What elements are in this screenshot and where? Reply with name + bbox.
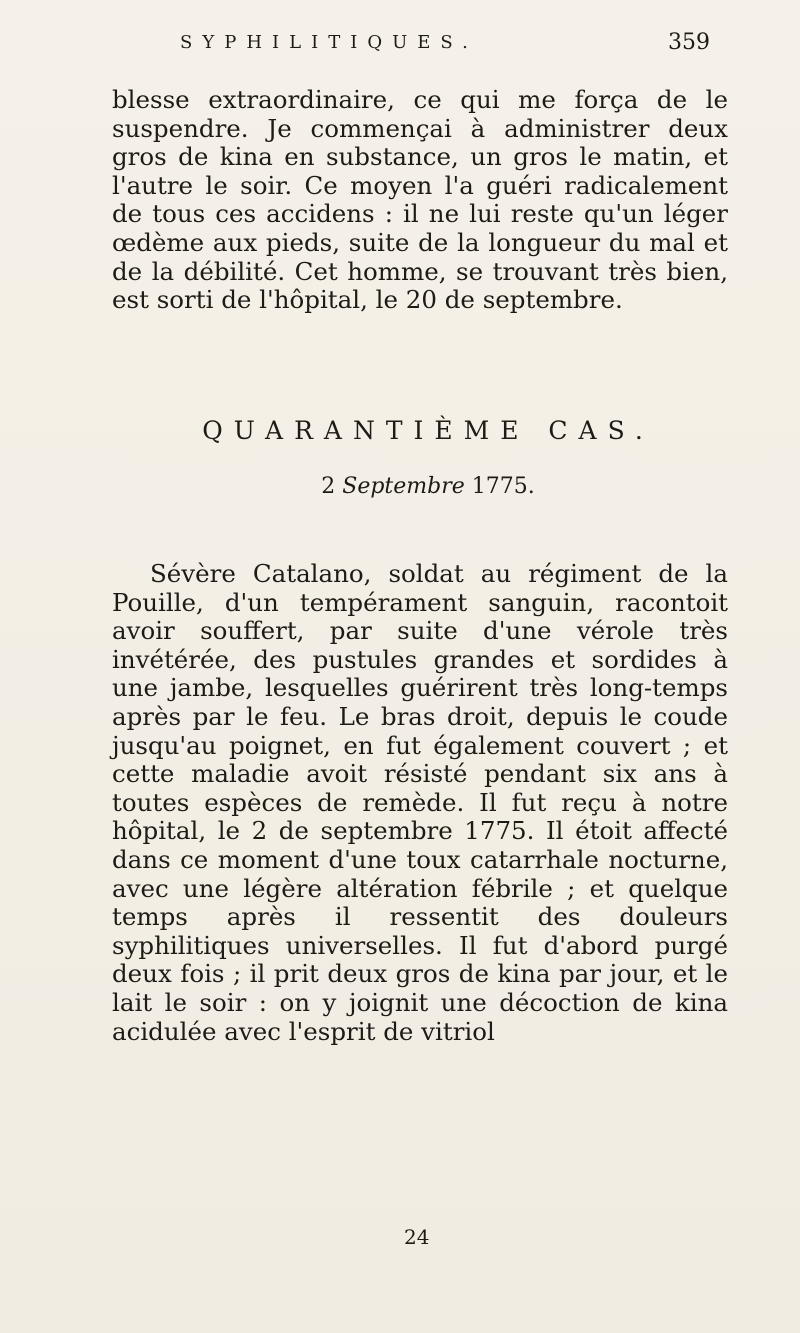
case-date: [120, 474, 736, 499]
page-number: 359: [668, 30, 710, 55]
case-date-month: Septembre: [342, 474, 465, 499]
case-date-year: 1775.: [471, 474, 535, 499]
signature-mark: 24: [404, 1225, 430, 1249]
running-title: SYPHILITIQUES.: [180, 32, 478, 53]
intro-text-block: [112, 86, 728, 315]
running-head: [180, 30, 710, 60]
case-paragraph: Sévère Catalano, soldat au régiment de la Pouille, d'un tempérament sanguin, racontoit avoir souffert, par suite d'une vérole très invétérée, des pustules grandes et sordides à une jambe, lesquelles guérirent très long-temps après par le feu. Le bras droit, depuis le coude jusqu'au poignet, en fut également couvert ; et cette maladie avoit résisté pendant six ans à toutes espèces de remède. Il fut reçu à notre hôpital, le 2 de septembre 1775. Il étoit affecté dans ce moment d'une toux catarrhale nocturne, avec une légère altération fébrile ; et quelque temps après il ressentit des douleurs syphilitiques universelles. Il fut d'abord purgé deux fois ; il prit deux gros de kina par jour, et le lait le soir : on y joignit une décoction de kina acidulée avec l'esprit de vitriol: [112, 559, 728, 1046]
intro-paragraph: blesse extraordinaire, ce qui me força de le suspendre. Je commençai à administrer deux gros de kina en substance, un gros le matin, et l'autre le soir. Ce moyen l'a guéri radicalement de tous ces accidens : il ne lui reste qu'un léger œdème aux pieds, suite de la longueur du mal et de la débilité. Cet homme, se trouvant très bien, est sorti de l'hôpital, le 20 de septembre.: [112, 85, 728, 315]
case-text-block: [112, 560, 728, 1046]
case-heading: QUARANTIÈME CAS.: [202, 416, 654, 445]
case-date-day: 2: [321, 474, 336, 499]
